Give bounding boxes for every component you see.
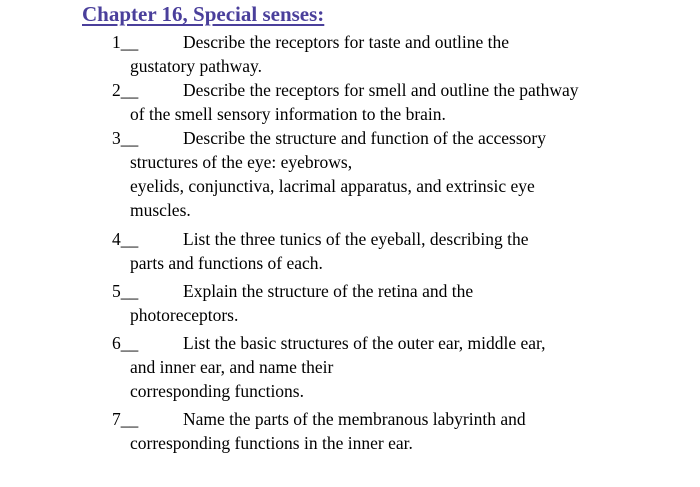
objective-text-continued: of the smell sensory information to the brain. xyxy=(130,104,446,124)
objective-text: Describe the receptors for smell and outline the pathway xyxy=(183,80,579,100)
objective-text: Explain the structure of the retina and the xyxy=(183,281,474,301)
objective-text-continued: corresponding functions in the inner ear. xyxy=(130,433,413,453)
objective-text: Describe the receptors for taste and outline the xyxy=(183,32,510,52)
objective-text-continued: muscles. xyxy=(130,200,191,220)
objective-text-continued: gustatory pathway. xyxy=(130,56,263,76)
objective-text-continued: structures of the eye: eyebrows, xyxy=(130,152,353,172)
objective-text: List the three tunics of the eyeball, describing the xyxy=(183,229,529,249)
objective-text: List the basic structures of the outer ear, middle ear, xyxy=(183,333,546,353)
objective-number: 3__ xyxy=(112,128,139,148)
objective-text-continued: photoreceptors. xyxy=(130,305,239,325)
objective-number: 1__ xyxy=(112,32,139,52)
objective-text-continued: eyelids, conjunctiva, lacrimal apparatus, and extrinsic eye xyxy=(130,176,535,196)
objective-text: Describe the structure and function of the accessory xyxy=(183,128,546,148)
chapter-heading: Chapter 16, Special senses: xyxy=(82,2,325,26)
objective-number: 7__ xyxy=(112,409,139,429)
objective-number: 4__ xyxy=(112,229,139,249)
objective-number: 6__ xyxy=(112,333,139,353)
objective-text-continued: parts and functions of each. xyxy=(130,253,323,273)
objective-number: 5__ xyxy=(112,281,139,301)
objective-text: Name the parts of the membranous labyrinth and xyxy=(183,409,526,429)
objective-text-continued: and inner ear, and name their xyxy=(130,357,334,377)
objective-text-continued: corresponding functions. xyxy=(130,381,304,401)
objective-number: 2__ xyxy=(112,80,139,100)
